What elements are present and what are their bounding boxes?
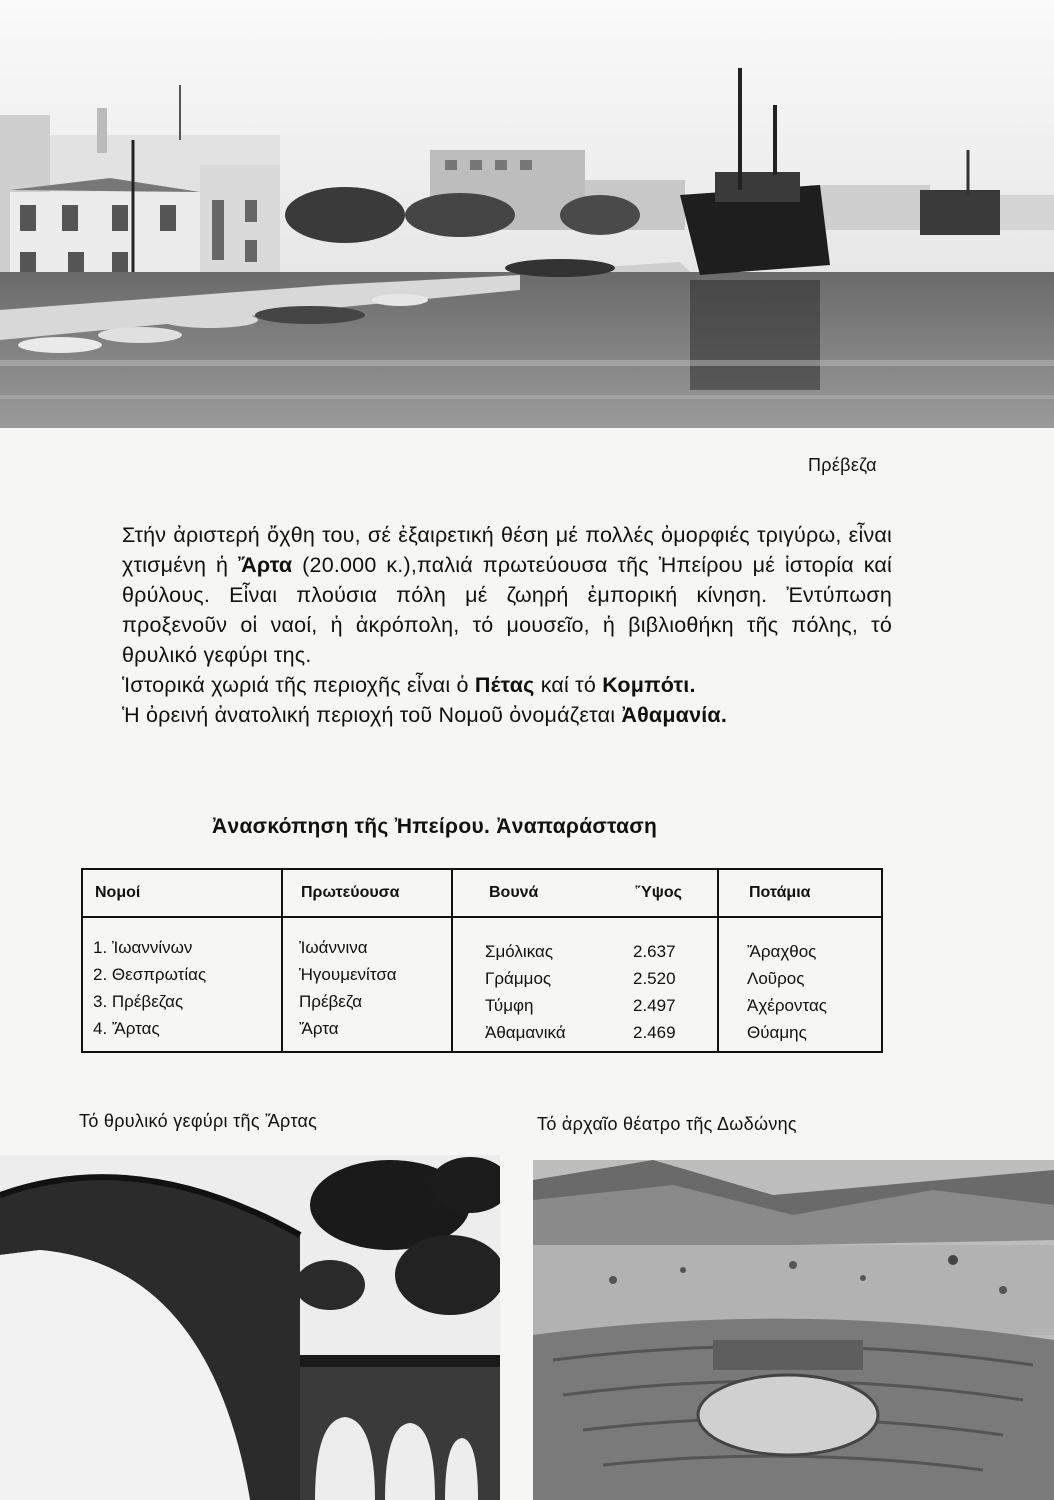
bridge-caption: Τό θρυλικό γεφύρι τῆς Ἄρτας bbox=[79, 1111, 318, 1131]
table-cell: Ἀθαμανικά bbox=[485, 1023, 566, 1042]
paragraph-villages bbox=[122, 670, 892, 700]
column-divider bbox=[717, 870, 719, 1051]
table-cell: 1. Ἰωαννίνων bbox=[93, 938, 193, 957]
table-cell: 3. Πρέβεζας bbox=[93, 992, 184, 1011]
text-span: Ἡ ὀρεινή ἀνατολική περιοχή τοῦ Νομοῦ ὀνομάζεται bbox=[122, 703, 622, 727]
rivers-list bbox=[747, 938, 827, 1046]
table-cell: 2.637 bbox=[633, 942, 676, 961]
header-divider bbox=[83, 916, 881, 918]
table-cell: Πρέβεζα bbox=[299, 992, 363, 1011]
table-cell: 2.469 bbox=[633, 1023, 676, 1042]
bold-athamania: Ἀθαμανία. bbox=[621, 703, 728, 727]
theater-photo bbox=[533, 1160, 1054, 1500]
table-cell: 2.520 bbox=[633, 969, 676, 988]
header-nomoi: Νομοί bbox=[95, 884, 141, 901]
header-rivers: Ποτάμια bbox=[749, 884, 811, 901]
bridge-photo bbox=[0, 1155, 500, 1500]
body-text bbox=[122, 520, 892, 730]
text-span: καί τό bbox=[534, 673, 603, 697]
bold-petas: Πέτας bbox=[474, 673, 535, 697]
heights-list bbox=[633, 938, 676, 1046]
bold-arta: Ἄρτα bbox=[237, 553, 293, 577]
header-height: Ὕψος bbox=[635, 884, 682, 901]
harbor-photo bbox=[0, 0, 1054, 428]
table-cell: 4. Ἄρτας bbox=[93, 1019, 160, 1038]
capitals-list bbox=[299, 934, 397, 1042]
bold-kompoti: Κομπότι. bbox=[602, 673, 696, 697]
paragraph-arta bbox=[122, 520, 892, 670]
summary-table bbox=[81, 868, 883, 1053]
harbor-caption: Πρέβεζα bbox=[808, 455, 877, 475]
table-cell: Ἄρτα bbox=[299, 1019, 339, 1038]
table-cell: Ἰωάννινα bbox=[299, 938, 368, 957]
table-cell: Θύαμης bbox=[747, 1023, 807, 1042]
mountains-list bbox=[485, 938, 566, 1046]
table-cell: Τύμφη bbox=[485, 996, 534, 1015]
table-cell: Ἀχέροντας bbox=[747, 996, 827, 1015]
table-cell: 2. Θεσπρωτίας bbox=[93, 965, 207, 984]
table-cell: Λοῦρος bbox=[747, 969, 805, 988]
table-cell: Ἡγουμενίτσα bbox=[299, 965, 397, 984]
table-cell: Σμόλικας bbox=[485, 942, 554, 961]
text-span: Ἱστορικά χωριά τῆς περιοχῆς εἶναι ὁ bbox=[122, 673, 475, 697]
table-cell: 2.497 bbox=[633, 996, 676, 1015]
table-title: Ἀνασκόπηση τῆς Ἠπείρου. Ἀναπαράσταση bbox=[212, 815, 658, 838]
table-cell: Γράμμος bbox=[485, 969, 552, 988]
paragraph-athamania bbox=[122, 700, 892, 730]
header-capital: Πρωτεύουσα bbox=[301, 884, 400, 901]
theater-caption: Τό ἀρχαῖο θέατρο τῆς Δωδώνης bbox=[537, 1114, 797, 1134]
table-cell: Ἄραχθος bbox=[747, 942, 817, 961]
nomoi-list bbox=[93, 934, 206, 1042]
header-mountains: Βουνά bbox=[489, 884, 539, 901]
column-divider bbox=[281, 870, 283, 1051]
text-span: (20.000 κ.),παλιά πρωτεύουσα τῆς Ἠπείρου μέ ἱστορία καί θρύλους. Εἶναι πλούσια πόλη μέ ζωηρή ἐμπορική κίνηση. Ἐντύπωση προξενοῦν οἱ ναοί, ἡ ἀκρόπολη, τό μουσεῖο, ἡ βιβλιοθήκη τῆς πόλης, τό θρυλικό γεφύρι της. bbox=[122, 553, 892, 667]
column-divider bbox=[451, 870, 453, 1051]
text-span: Στήν ἀριστερή ὄχθη του, σέ ἐξαιρετική θέση μέ πολλές ὀμορφιές τριγύρω, εἶναι χτισμένη ἡ bbox=[122, 523, 892, 577]
